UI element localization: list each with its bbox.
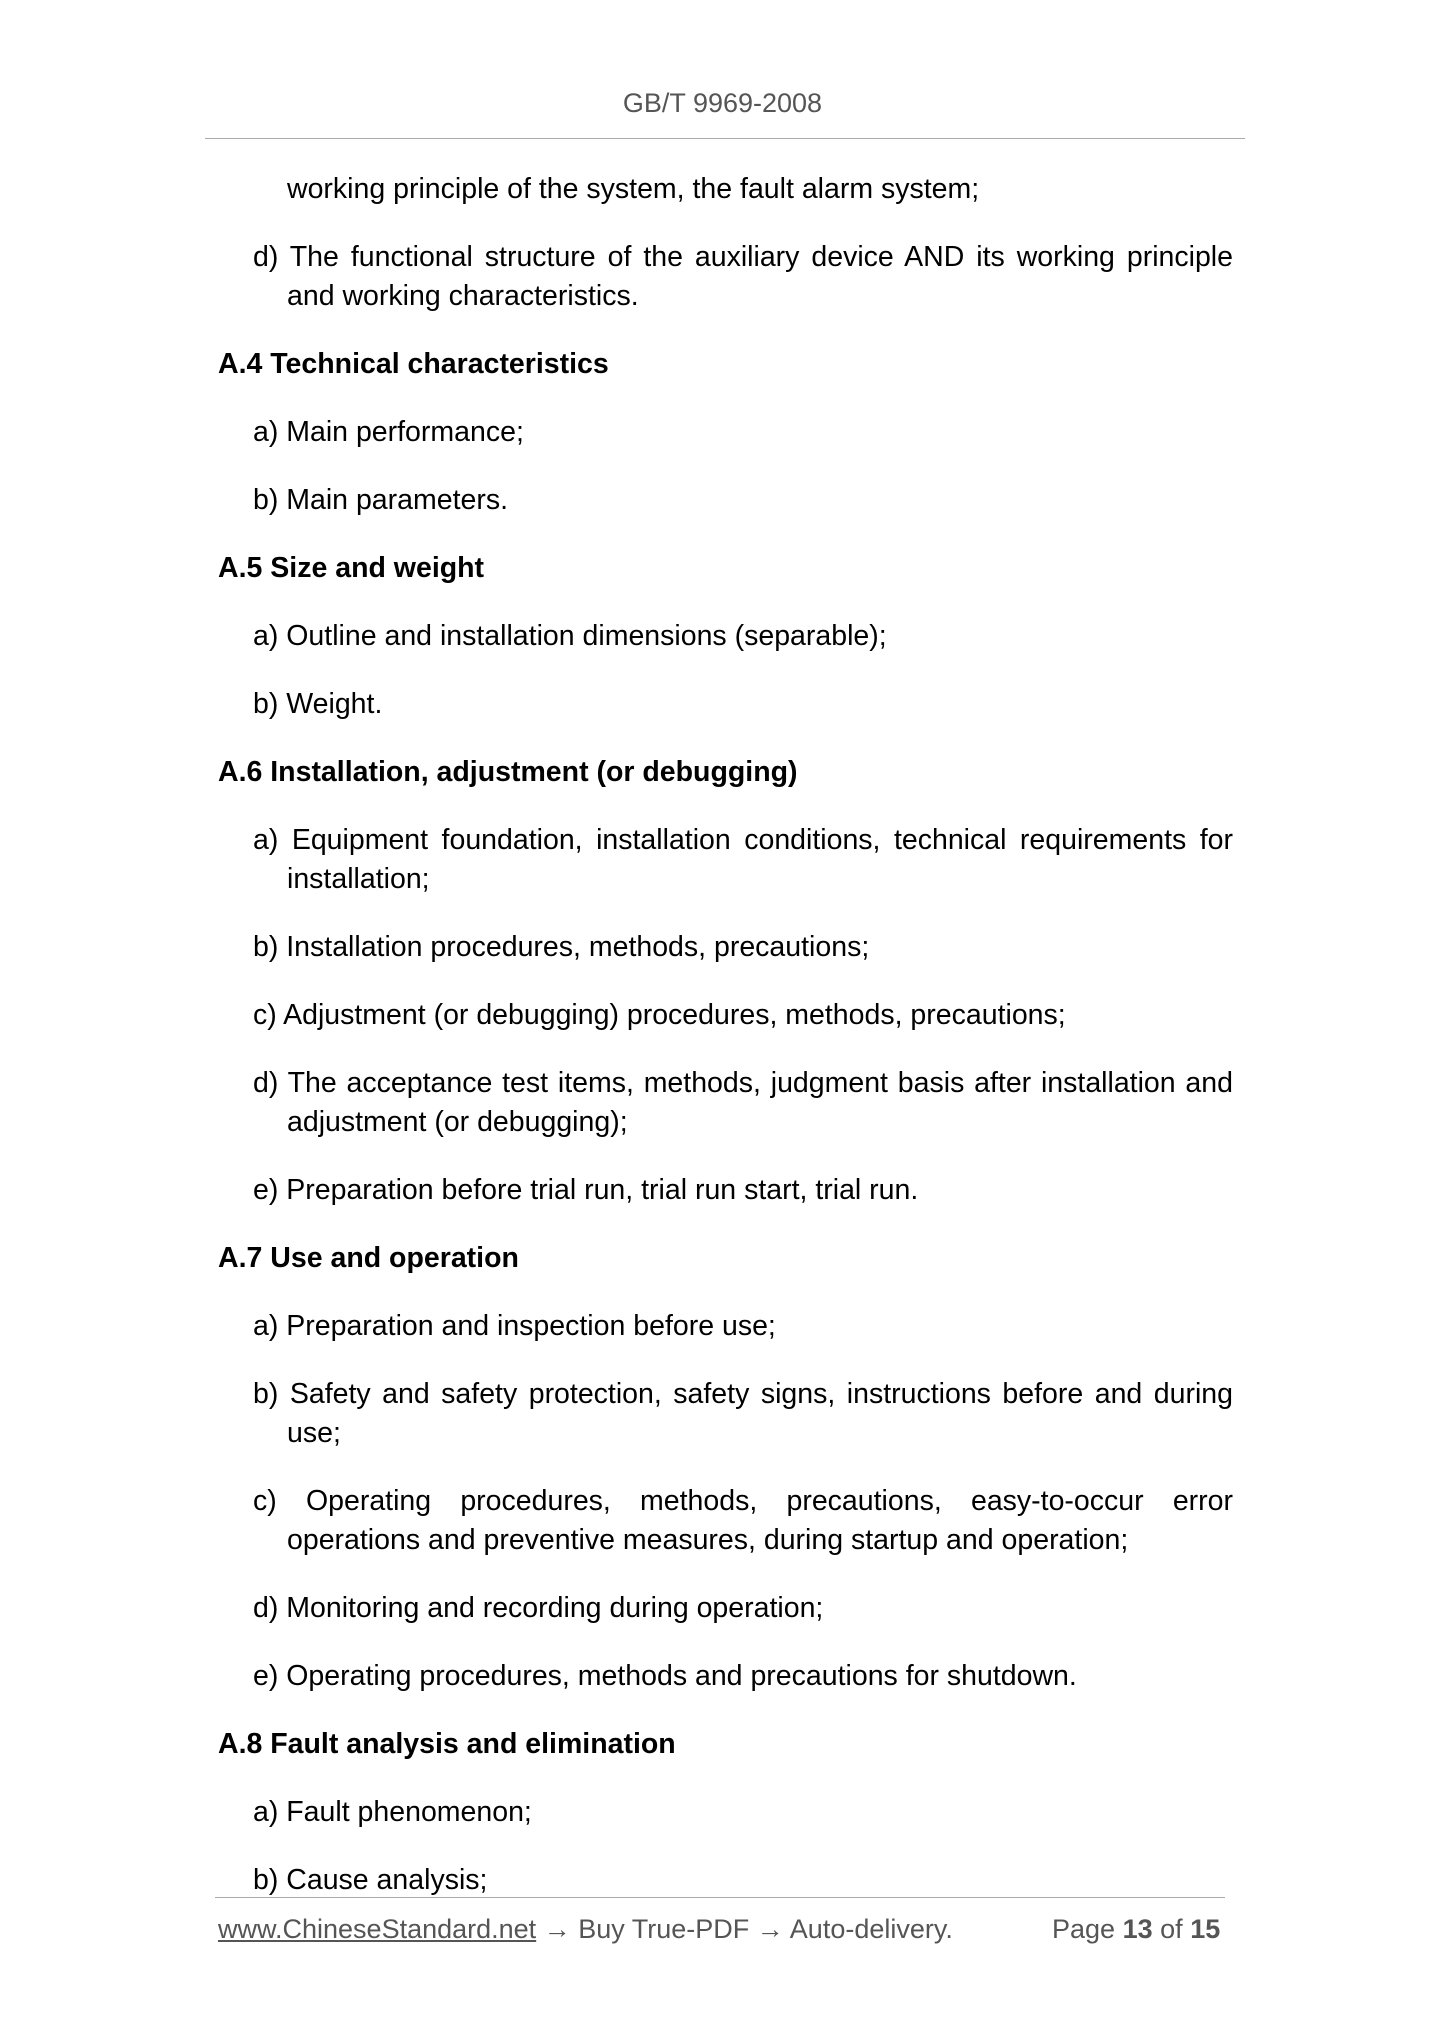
section-heading-a5: A.5 Size and weight xyxy=(218,552,485,584)
list-item-b: b) Cause analysis; xyxy=(253,1864,488,1896)
list-item-a: a) Main performance; xyxy=(253,416,524,448)
list-item-e: e) Operating procedures, methods and precautions for shutdown. xyxy=(253,1660,1077,1692)
section-heading-a6: A.6 Installation, adjustment (or debugging) xyxy=(218,756,798,788)
list-item-a: a) Outline and installation dimensions (separable); xyxy=(253,620,887,652)
list-item-c: c) Operating procedures, methods, precautions, easy-to-occur error xyxy=(253,1485,1233,1517)
page-current: 13 xyxy=(1122,1914,1153,1944)
list-item-d: d) The functional structure of the auxiliary device AND its working principle xyxy=(253,241,1233,273)
page-indicator xyxy=(1052,1914,1220,1945)
section-heading-a4: A.4 Technical characteristics xyxy=(218,348,609,380)
list-item-a: a) Preparation and inspection before use; xyxy=(253,1310,776,1342)
text-line: working principle of the system, the fault alarm system; xyxy=(287,173,980,205)
text-line: operations and preventive measures, during startup and operation; xyxy=(287,1524,1129,1556)
list-item-c: c) Adjustment (or debugging) procedures, methods, precautions; xyxy=(253,999,1066,1031)
website-link[interactable]: www.ChineseStandard.net xyxy=(218,1914,537,1944)
header-divider xyxy=(205,138,1245,139)
page-header-title: GB/T 9969-2008 xyxy=(622,88,823,118)
arrow-right-icon: → xyxy=(756,1914,784,1944)
list-item-d: d) Monitoring and recording during operation; xyxy=(253,1592,824,1624)
footer-divider xyxy=(215,1897,1225,1898)
auto-delivery-text: Auto-delivery. xyxy=(789,1914,953,1944)
list-item-b: b) Safety and safety protection, safety signs, instructions before and during xyxy=(253,1378,1233,1410)
arrow-right-icon: → xyxy=(543,1914,571,1944)
of-word: of xyxy=(1160,1914,1183,1944)
text-line: adjustment (or debugging); xyxy=(287,1106,628,1138)
section-heading-a7: A.7 Use and operation xyxy=(218,1242,519,1274)
list-item-b: b) Weight. xyxy=(253,688,383,720)
list-item-b: b) Main parameters. xyxy=(253,484,509,516)
list-item-b: b) Installation procedures, methods, precautions; xyxy=(253,931,870,963)
page-total: 15 xyxy=(1190,1914,1221,1944)
text-line: and working characteristics. xyxy=(287,280,639,312)
list-item-e: e) Preparation before trial run, trial run start, trial run. xyxy=(253,1174,919,1206)
page-word: Page xyxy=(1052,1914,1116,1944)
list-item-a: a) Fault phenomenon; xyxy=(253,1796,532,1828)
section-heading-a8: A.8 Fault analysis and elimination xyxy=(218,1728,676,1760)
text-line: use; xyxy=(287,1417,341,1449)
list-item-a: a) Equipment foundation, installation conditions, technical requirements for xyxy=(253,824,1233,856)
list-item-d: d) The acceptance test items, methods, judgment basis after installation and xyxy=(253,1067,1233,1099)
text-line: installation; xyxy=(287,863,430,895)
footer-links xyxy=(218,1914,953,1945)
buy-pdf-text: Buy True-PDF xyxy=(578,1914,750,1944)
